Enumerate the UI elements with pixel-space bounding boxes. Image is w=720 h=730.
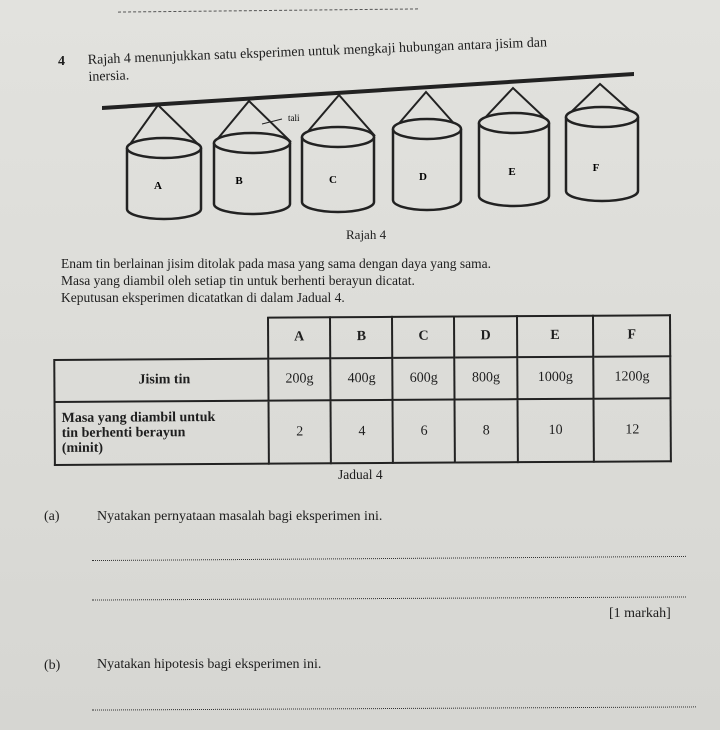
- table-caption: Jadual 4: [338, 467, 383, 482]
- paragraph-line-1: Enam tin berlainan jisim ditolak pada masa yang sama dengan daya yang sama.: [61, 256, 491, 271]
- tin-label-a: A: [154, 180, 162, 192]
- diagram-caption: Rajah 4: [346, 227, 387, 242]
- table-cell: 800g: [455, 357, 517, 400]
- answer-line-a2[interactable]: [92, 596, 686, 600]
- table-col-header: C: [392, 317, 454, 358]
- question-number: 4: [58, 54, 65, 69]
- table-cell: 8: [455, 399, 518, 462]
- table-col-header: F: [593, 315, 670, 356]
- table-corner: [54, 318, 268, 360]
- row-label-mass: Jisim tin: [54, 358, 268, 402]
- support-beam: [102, 72, 634, 110]
- table-cell: 1200g: [594, 356, 671, 399]
- tin-label-c: C: [329, 174, 337, 186]
- table-header-row: [54, 315, 670, 359]
- string-label: tali: [288, 113, 300, 123]
- row-label-time-line-1: Masa yang diambil untuk: [61, 410, 216, 427]
- table-col-header: A: [268, 317, 330, 358]
- table-row: [55, 398, 671, 465]
- tin-e: [479, 88, 549, 206]
- intro-line-2: inersia.: [88, 68, 130, 85]
- tin-label-f: F: [592, 162, 600, 174]
- tin-label-b: B: [235, 175, 243, 187]
- tin-d: [393, 92, 461, 210]
- row-label-time-line-3: (minit): [61, 440, 104, 457]
- table-col-header: E: [517, 316, 594, 357]
- table-cell: 10: [517, 399, 594, 462]
- table-col-header: B: [330, 317, 392, 358]
- table-cell: 1000g: [517, 356, 594, 399]
- part-b-label: (b): [44, 658, 61, 673]
- table-cell: 4: [331, 400, 394, 463]
- answer-line-b1[interactable]: [92, 706, 696, 710]
- table-row: [54, 356, 670, 402]
- tins-diagram: [0, 0, 720, 250]
- paragraph-line-3: Keputusan eksperimen dicatatkan di dalam Jadual 4.: [61, 290, 345, 305]
- part-a-marks: [1 markah]: [609, 606, 671, 621]
- paragraph-line-2: Masa yang diambil oleh setiap tin untuk berhenti berayun dicatat.: [61, 273, 415, 288]
- table-cell: 600g: [393, 357, 455, 400]
- part-a-label: (a): [44, 509, 60, 524]
- tin-labels: [154, 162, 600, 192]
- tin-b: [214, 101, 291, 214]
- answer-line-a1[interactable]: [92, 556, 686, 561]
- table-cell: 400g: [330, 357, 392, 400]
- row-label-time-line-2: tin berhenti berayun: [61, 425, 186, 442]
- row-label-time: [55, 401, 269, 465]
- table-cell: 200g: [268, 358, 330, 401]
- table-col-header: D: [454, 316, 516, 357]
- tin-c: [302, 95, 375, 212]
- tin-f: [566, 84, 638, 201]
- tin-a: [127, 105, 201, 219]
- table-cell: 12: [594, 398, 671, 461]
- table-cell: 6: [393, 400, 456, 463]
- tin-label-e: E: [508, 166, 516, 178]
- part-a-question: Nyatakan pernyataan masalah bagi eksperimen ini.: [97, 509, 383, 524]
- results-table: [53, 314, 672, 466]
- intro-line-1: Rajah 4 menunjukkan satu eksperimen untuk mengkaji hubungan antara jisim dan: [87, 35, 548, 68]
- part-b-question: Nyatakan hipotesis bagi eksperimen ini.: [97, 657, 322, 672]
- tin-label-d: D: [419, 171, 427, 183]
- table-cell: 2: [269, 400, 332, 463]
